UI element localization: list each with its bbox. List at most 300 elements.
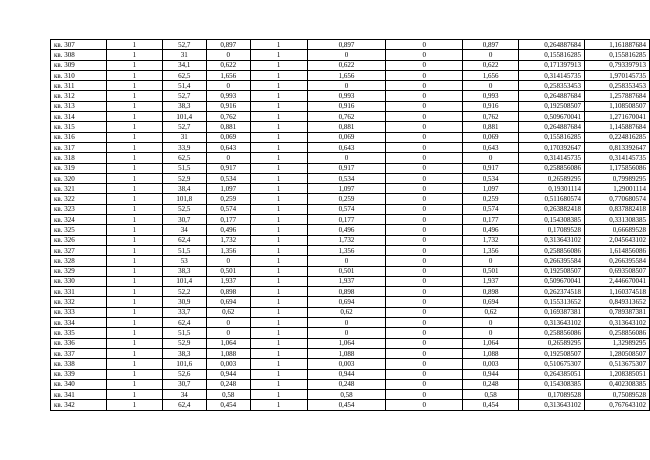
value-cell: 1 xyxy=(106,266,162,276)
value-cell: 0,762 xyxy=(463,112,519,122)
value-cell: 1 xyxy=(250,359,307,369)
value-cell: 31 xyxy=(162,132,206,142)
value-cell: 1 xyxy=(250,70,307,80)
value-cell: 0,170392647 xyxy=(519,142,585,152)
value-cell: 0,789387381 xyxy=(585,307,650,317)
apartment-label-cell: кв. 322 xyxy=(51,194,107,204)
value-cell: 1 xyxy=(106,70,162,80)
value-cell: 62,4 xyxy=(162,400,206,410)
value-cell: 0 xyxy=(206,318,250,328)
value-cell: 0,258856086 xyxy=(519,328,585,338)
value-cell: 1,280508507 xyxy=(585,348,650,358)
value-cell: 0,264385051 xyxy=(519,369,585,379)
value-cell: 1 xyxy=(250,60,307,70)
value-cell: 51,4 xyxy=(162,81,206,91)
value-cell: 0,402308385 xyxy=(585,379,650,389)
value-cell: 1,937 xyxy=(206,276,250,286)
apartment-label-cell: кв. 323 xyxy=(51,204,107,214)
value-cell: 1 xyxy=(106,122,162,132)
value-cell: 0,155816285 xyxy=(519,50,585,60)
table-row xyxy=(51,50,650,60)
value-cell: 0 xyxy=(386,348,463,358)
apartment-label-cell: кв. 327 xyxy=(51,245,107,255)
value-cell: 51,5 xyxy=(162,163,206,173)
value-cell: 0,881 xyxy=(206,122,250,132)
table-row xyxy=(51,153,650,163)
value-cell: 0,263882418 xyxy=(519,204,585,214)
value-cell: 0,262374518 xyxy=(519,287,585,297)
value-cell: 1,088 xyxy=(307,348,386,358)
value-cell: 1 xyxy=(250,400,307,410)
value-cell: 1 xyxy=(106,163,162,173)
table-row xyxy=(51,318,650,328)
value-cell: 1,970145735 xyxy=(585,70,650,80)
table-row xyxy=(51,256,650,266)
value-cell: 0 xyxy=(386,235,463,245)
apartment-label-cell: кв. 341 xyxy=(51,390,107,400)
apartment-label-cell: кв. 311 xyxy=(51,81,107,91)
value-cell: 1 xyxy=(106,338,162,348)
value-cell: 0,881 xyxy=(463,122,519,132)
value-cell: 0 xyxy=(386,50,463,60)
table-row xyxy=(51,287,650,297)
value-cell: 0 xyxy=(386,70,463,80)
value-cell: 0,154308385 xyxy=(519,379,585,389)
value-cell: 1 xyxy=(106,287,162,297)
value-cell: 0 xyxy=(463,81,519,91)
value-cell: 0 xyxy=(386,142,463,152)
table-row xyxy=(51,70,650,80)
apartment-label-cell: кв. 329 xyxy=(51,266,107,276)
table-row xyxy=(51,297,650,307)
value-cell: 0 xyxy=(386,204,463,214)
value-cell: 1 xyxy=(250,194,307,204)
value-cell: 30,7 xyxy=(162,379,206,389)
value-cell: 0 xyxy=(307,328,386,338)
value-cell: 1,161887684 xyxy=(585,40,650,50)
value-cell: 1 xyxy=(250,338,307,348)
value-cell: 0,622 xyxy=(463,60,519,70)
value-cell: 0 xyxy=(463,153,519,163)
value-cell: 0 xyxy=(386,132,463,142)
table-row xyxy=(51,266,650,276)
value-cell: 0,62 xyxy=(206,307,250,317)
value-cell: 1 xyxy=(106,40,162,50)
apartment-label-cell: кв. 317 xyxy=(51,142,107,152)
table-row xyxy=(51,379,650,389)
value-cell: 1 xyxy=(106,60,162,70)
value-cell: 0 xyxy=(386,266,463,276)
table-row xyxy=(51,348,650,358)
value-cell: 1 xyxy=(250,287,307,297)
apartment-label-cell: кв. 325 xyxy=(51,225,107,235)
table-row xyxy=(51,276,650,286)
value-cell: 0,75089528 xyxy=(585,390,650,400)
value-cell: 1 xyxy=(106,142,162,152)
value-cell: 1,160374518 xyxy=(585,287,650,297)
value-cell: 0,837882418 xyxy=(585,204,650,214)
value-cell: 0 xyxy=(386,328,463,338)
value-cell: 52,9 xyxy=(162,338,206,348)
value-cell: 0 xyxy=(386,81,463,91)
value-cell: 1 xyxy=(106,369,162,379)
value-cell: 0,258856086 xyxy=(585,328,650,338)
value-cell: 1 xyxy=(250,173,307,183)
value-cell: 0 xyxy=(386,184,463,194)
value-cell: 0,003 xyxy=(206,359,250,369)
value-cell: 1,088 xyxy=(463,348,519,358)
value-cell: 0 xyxy=(386,338,463,348)
value-cell: 0 xyxy=(386,245,463,255)
value-cell: 1 xyxy=(106,194,162,204)
table-row xyxy=(51,112,650,122)
value-cell: 1 xyxy=(106,132,162,142)
table-row xyxy=(51,307,650,317)
value-cell: 34 xyxy=(162,390,206,400)
value-cell: 0,313643102 xyxy=(585,318,650,328)
apartment-label-cell: кв. 337 xyxy=(51,348,107,358)
value-cell: 0,171397913 xyxy=(519,60,585,70)
value-cell: 0,496 xyxy=(206,225,250,235)
value-cell: 0 xyxy=(386,173,463,183)
value-cell: 0,192508507 xyxy=(519,266,585,276)
table-row xyxy=(51,400,650,410)
value-cell: 0,19301114 xyxy=(519,184,585,194)
value-cell: 0 xyxy=(307,153,386,163)
value-cell: 101,6 xyxy=(162,359,206,369)
value-cell: 0,534 xyxy=(463,173,519,183)
value-cell: 0,259 xyxy=(463,194,519,204)
value-cell: 0,944 xyxy=(307,369,386,379)
table-row xyxy=(51,81,650,91)
value-cell: 1,064 xyxy=(463,338,519,348)
value-cell: 0,155313652 xyxy=(519,297,585,307)
value-cell: 0 xyxy=(463,50,519,60)
table-row xyxy=(51,328,650,338)
value-cell: 38,4 xyxy=(162,184,206,194)
value-cell: 0,793397913 xyxy=(585,60,650,70)
value-cell: 0 xyxy=(386,297,463,307)
apartment-label-cell: кв. 320 xyxy=(51,173,107,183)
value-cell: 0,155816285 xyxy=(519,132,585,142)
value-cell: 0 xyxy=(206,81,250,91)
value-cell: 0,314145735 xyxy=(519,153,585,163)
value-cell: 33,9 xyxy=(162,142,206,152)
value-cell: 0,574 xyxy=(463,204,519,214)
value-cell: 1 xyxy=(106,215,162,225)
value-cell: 0,224816285 xyxy=(585,132,650,142)
value-cell: 0 xyxy=(386,163,463,173)
value-cell: 0,454 xyxy=(206,400,250,410)
value-cell: 0,003 xyxy=(307,359,386,369)
value-cell: 0,622 xyxy=(307,60,386,70)
value-cell: 0,898 xyxy=(307,287,386,297)
value-cell: 1 xyxy=(250,91,307,101)
value-cell: 1,145887684 xyxy=(585,122,650,132)
value-cell: 0 xyxy=(386,276,463,286)
value-cell: 1 xyxy=(106,225,162,235)
value-cell: 1 xyxy=(250,245,307,255)
value-cell: 0,79989295 xyxy=(585,173,650,183)
value-cell: 0 xyxy=(463,328,519,338)
table-row xyxy=(51,359,650,369)
value-cell: 1,175856086 xyxy=(585,163,650,173)
value-cell: 101,8 xyxy=(162,194,206,204)
value-cell: 1 xyxy=(250,184,307,194)
table-row xyxy=(51,91,650,101)
value-cell: 38,3 xyxy=(162,266,206,276)
value-cell: 0,154308385 xyxy=(519,215,585,225)
value-cell: 0,643 xyxy=(206,142,250,152)
value-cell: 0,993 xyxy=(463,91,519,101)
value-cell: 0,66689528 xyxy=(585,225,650,235)
value-cell: 1 xyxy=(250,81,307,91)
value-cell: 0,897 xyxy=(463,40,519,50)
value-cell: 1 xyxy=(106,245,162,255)
value-cell: 0 xyxy=(386,112,463,122)
value-cell: 0 xyxy=(463,318,519,328)
table-body xyxy=(51,40,650,411)
value-cell: 0,534 xyxy=(206,173,250,183)
value-cell: 1,271670041 xyxy=(585,112,650,122)
apartment-label-cell: кв. 342 xyxy=(51,400,107,410)
value-cell: 52,7 xyxy=(162,122,206,132)
apartment-label-cell: кв. 309 xyxy=(51,60,107,70)
value-cell: 0,509670041 xyxy=(519,112,585,122)
value-cell: 0,258353453 xyxy=(519,81,585,91)
value-cell: 1 xyxy=(106,276,162,286)
value-cell: 0 xyxy=(206,328,250,338)
value-cell: 1 xyxy=(250,328,307,338)
apartment-label-cell: кв. 312 xyxy=(51,91,107,101)
apartment-label-cell: кв. 314 xyxy=(51,112,107,122)
value-cell: 1,732 xyxy=(307,235,386,245)
value-cell: 0,192508507 xyxy=(519,348,585,358)
value-cell: 0,069 xyxy=(463,132,519,142)
table-row xyxy=(51,60,650,70)
value-cell: 0 xyxy=(386,307,463,317)
apartment-label-cell: кв. 334 xyxy=(51,318,107,328)
value-cell: 1 xyxy=(106,390,162,400)
value-cell: 0 xyxy=(386,122,463,132)
value-cell: 0 xyxy=(386,318,463,328)
value-cell: 1 xyxy=(250,266,307,276)
apartment-label-cell: кв. 338 xyxy=(51,359,107,369)
value-cell: 0,881 xyxy=(307,122,386,132)
value-cell: 0,177 xyxy=(463,215,519,225)
value-cell: 0 xyxy=(386,60,463,70)
apartment-label-cell: кв. 339 xyxy=(51,369,107,379)
table-row xyxy=(51,194,650,204)
value-cell: 1 xyxy=(106,153,162,163)
value-cell: 0,897 xyxy=(206,40,250,50)
value-cell: 0 xyxy=(307,256,386,266)
value-cell: 1,097 xyxy=(206,184,250,194)
value-cell: 0,258856086 xyxy=(519,245,585,255)
value-cell: 0,264887684 xyxy=(519,40,585,50)
table-row xyxy=(51,40,650,50)
value-cell: 1 xyxy=(250,132,307,142)
value-cell: 0,513675307 xyxy=(585,359,650,369)
value-cell: 0,917 xyxy=(463,163,519,173)
apartment-label-cell: кв. 340 xyxy=(51,379,107,389)
value-cell: 1 xyxy=(250,379,307,389)
value-cell: 1,356 xyxy=(307,245,386,255)
value-cell: 0,897 xyxy=(307,40,386,50)
value-cell: 1 xyxy=(250,215,307,225)
value-cell: 0,17089528 xyxy=(519,390,585,400)
value-cell: 0,496 xyxy=(463,225,519,235)
value-cell: 1 xyxy=(106,204,162,214)
value-cell: 1,064 xyxy=(206,338,250,348)
value-cell: 0,916 xyxy=(463,101,519,111)
value-cell: 0,917 xyxy=(307,163,386,173)
value-cell: 0 xyxy=(307,81,386,91)
value-cell: 1,356 xyxy=(463,245,519,255)
value-cell: 0 xyxy=(386,194,463,204)
value-cell: 51,5 xyxy=(162,328,206,338)
value-cell: 0,266395584 xyxy=(585,256,650,266)
value-cell: 62,5 xyxy=(162,153,206,163)
value-cell: 1 xyxy=(250,307,307,317)
value-cell: 1 xyxy=(106,91,162,101)
value-cell: 0 xyxy=(386,225,463,235)
value-cell: 52,5 xyxy=(162,204,206,214)
value-cell: 0,58 xyxy=(463,390,519,400)
value-cell: 1,088 xyxy=(206,348,250,358)
table-row xyxy=(51,173,650,183)
value-cell: 1 xyxy=(106,256,162,266)
value-cell: 0,58 xyxy=(206,390,250,400)
value-cell: 0,501 xyxy=(463,266,519,276)
value-cell: 52,9 xyxy=(162,173,206,183)
value-cell: 1 xyxy=(250,348,307,358)
value-cell: 0 xyxy=(386,153,463,163)
value-cell: 2,446670041 xyxy=(585,276,650,286)
value-cell: 0,694 xyxy=(206,297,250,307)
value-cell: 1 xyxy=(106,307,162,317)
apartment-label-cell: кв. 313 xyxy=(51,101,107,111)
table-row xyxy=(51,184,650,194)
value-cell: 0,898 xyxy=(206,287,250,297)
value-cell: 0,17089528 xyxy=(519,225,585,235)
value-cell: 53 xyxy=(162,256,206,266)
value-cell: 0 xyxy=(386,369,463,379)
value-cell: 0,58 xyxy=(307,390,386,400)
value-cell: 0,26589295 xyxy=(519,173,585,183)
apartment-label-cell: кв. 310 xyxy=(51,70,107,80)
value-cell: 0 xyxy=(386,256,463,266)
value-cell: 1,29001114 xyxy=(585,184,650,194)
value-cell: 0,313643102 xyxy=(519,235,585,245)
value-cell: 0,767643102 xyxy=(585,400,650,410)
value-cell: 0,248 xyxy=(463,379,519,389)
apartment-label-cell: кв. 328 xyxy=(51,256,107,266)
value-cell: 0,813392647 xyxy=(585,142,650,152)
value-cell: 52,6 xyxy=(162,369,206,379)
value-cell: 1 xyxy=(250,163,307,173)
value-cell: 101,4 xyxy=(162,112,206,122)
value-cell: 1 xyxy=(250,204,307,214)
table-row xyxy=(51,390,650,400)
value-cell: 0,003 xyxy=(463,359,519,369)
value-cell: 0,694 xyxy=(307,297,386,307)
value-cell: 62,4 xyxy=(162,235,206,245)
table-row xyxy=(51,101,650,111)
apartment-label-cell: кв. 332 xyxy=(51,297,107,307)
value-cell: 1 xyxy=(250,256,307,266)
apartment-label-cell: кв. 330 xyxy=(51,276,107,286)
value-cell: 0,454 xyxy=(463,400,519,410)
value-cell: 0,62 xyxy=(463,307,519,317)
value-cell: 1 xyxy=(250,101,307,111)
value-cell: 34,1 xyxy=(162,60,206,70)
value-cell: 1,937 xyxy=(307,276,386,286)
apartment-label-cell: кв. 331 xyxy=(51,287,107,297)
value-cell: 0,496 xyxy=(307,225,386,235)
value-cell: 101,4 xyxy=(162,276,206,286)
value-cell: 0 xyxy=(386,359,463,369)
value-cell: 0,944 xyxy=(206,369,250,379)
table-row xyxy=(51,338,650,348)
value-cell: 0,534 xyxy=(307,173,386,183)
value-cell: 1,257887684 xyxy=(585,91,650,101)
value-cell: 0,993 xyxy=(307,91,386,101)
value-cell: 1 xyxy=(250,390,307,400)
value-cell: 1 xyxy=(250,153,307,163)
value-cell: 1 xyxy=(250,297,307,307)
apartment-label-cell: кв. 335 xyxy=(51,328,107,338)
value-cell: 0,177 xyxy=(206,215,250,225)
value-cell: 0,454 xyxy=(307,400,386,410)
value-cell: 1 xyxy=(106,235,162,245)
apartment-label-cell: кв. 324 xyxy=(51,215,107,225)
value-cell: 52,7 xyxy=(162,40,206,50)
value-cell: 0,069 xyxy=(206,132,250,142)
value-cell: 1,208385051 xyxy=(585,369,650,379)
value-cell: 0,917 xyxy=(206,163,250,173)
value-cell: 0 xyxy=(386,390,463,400)
value-cell: 1,732 xyxy=(463,235,519,245)
value-cell: 38,3 xyxy=(162,101,206,111)
value-cell: 30,9 xyxy=(162,297,206,307)
apartment-label-cell: кв. 319 xyxy=(51,163,107,173)
value-cell: 1 xyxy=(250,369,307,379)
value-cell: 62,4 xyxy=(162,318,206,328)
value-cell: 1 xyxy=(250,276,307,286)
value-cell: 1 xyxy=(106,379,162,389)
value-cell: 0 xyxy=(386,215,463,225)
value-cell: 1,097 xyxy=(463,184,519,194)
value-cell: 0,511680574 xyxy=(519,194,585,204)
value-cell: 0,944 xyxy=(463,369,519,379)
value-cell: 33,7 xyxy=(162,307,206,317)
value-cell: 0,849313652 xyxy=(585,297,650,307)
value-cell: 0 xyxy=(386,287,463,297)
value-cell: 0,762 xyxy=(307,112,386,122)
value-cell: 1 xyxy=(106,359,162,369)
table-row xyxy=(51,215,650,225)
value-cell: 0,693508507 xyxy=(585,266,650,276)
value-cell: 0,643 xyxy=(463,142,519,152)
value-cell: 0,266395584 xyxy=(519,256,585,266)
apartment-label-cell: кв. 308 xyxy=(51,50,107,60)
value-cell: 1 xyxy=(250,225,307,235)
value-cell: 0,264887684 xyxy=(519,91,585,101)
value-cell: 1 xyxy=(250,50,307,60)
value-cell: 0,574 xyxy=(206,204,250,214)
apartment-label-cell: кв. 316 xyxy=(51,132,107,142)
